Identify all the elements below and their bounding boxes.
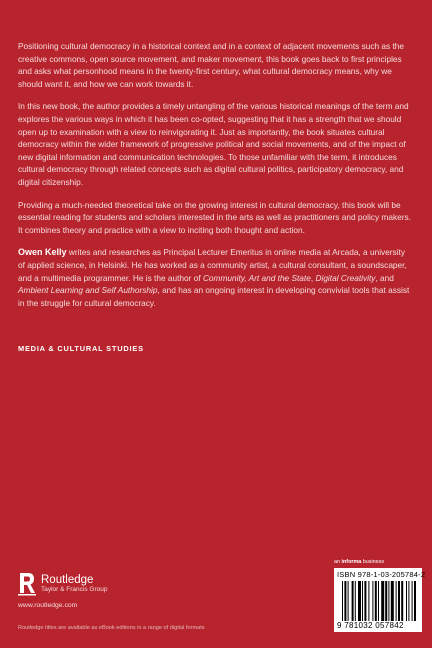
author-bio [18,246,414,309]
barcode-bar [408,581,409,621]
barcode-bar [381,581,384,621]
barcode-bar [355,581,356,621]
blurb-paragraph-1: Positioning cultural democracy in a historical context and in a context of adjacent movements such as the creative commons, open source movement, and maker movement, this book goes back to first principles and asks what personhood means in the twenty-first century, what cultural democracy means, why we should want it, and how we can work towards it. [18,41,405,89]
publisher-group: Taylor & Francis Group [41,586,108,593]
back-cover-blurb [18,40,414,319]
barcode-bar [372,581,373,621]
blurb-paragraph-2: In this new book, the author provides a timely untangling of the various historical meanings of the term and explores the various ways in which it has been co-opted, suggesting that it has a strength that we should open up to examination with a view to reinvigorating it. Just as importantly, the book situates cultural democracy within the wider framework of progressive political and social movements, and of the impact of new digital information and communication technologies. To those unfamiliar with the term, it introduces cultural democracy through related concepts such as digital cultural politics, participatory democracy, and digital citizenship. [18,101,409,187]
isbn-number: ISBN 978-1-03-205784-2 [337,570,426,579]
informa-suffix: business [361,559,385,565]
barcode-bar [342,581,343,621]
barcode-bar [348,581,349,621]
barcode-bar [412,581,413,621]
barcode-bar [352,581,354,621]
isbn-barcode [334,568,426,632]
barcode-bar [401,581,403,621]
barcode-bar [362,581,363,621]
author-bio-text-2: , and has an ongoing interest in developing convivial tools that assist in the struggle for cultural democracy. [18,285,410,308]
barcode-bar [378,581,379,621]
barcode-bar [396,581,397,621]
book-title-2: Digital Creativity [315,272,376,283]
barcode-bar [414,581,416,621]
barcode-bar [398,581,400,621]
barcode-bars [342,581,416,621]
ebook-note: Routledge titles are available as eBook editions in a range of digital formats [18,625,205,631]
book-separator-1: , [310,272,316,283]
book-title-3: Ambient Learning and Self Authorship [18,285,158,296]
informa-prefix: an [334,559,342,565]
barcode-digits: 9 781032 057842 [337,621,404,630]
subject-category: MEDIA & CULTURAL STUDIES [18,344,144,353]
barcode-bar [344,581,346,621]
barcode-bar [368,581,369,621]
author-bio-text-1: writes and researches as Principal Lecturer Emeritus in online media at Arcada, a university of applied science, in Helsinki. He has worked as a community artist, a cultural consultant, a soundscaper, and a multimedia programmer. He is the author of [18,247,407,283]
barcode-bar [391,581,394,621]
barcode-bar [358,581,361,621]
barcode-bar [364,581,366,621]
barcode-bar [375,581,377,621]
informa-brand: informa [341,559,362,565]
barcode-bar [406,581,407,621]
informa-business-note [334,559,384,565]
book-title-1: Community, Art and the State [202,272,311,283]
blurb-paragraph-3: Providing a much-needed theoretical take on the growing interest in cultural democracy, this book will be essential reading for students and scholars interested in the arts as well as practitioners and policy makers. It combines theory and practice with a view to inciting both thought and action. [18,199,411,235]
barcode-bar [388,581,389,621]
author-name: Owen Kelly [18,247,67,258]
publisher-url: www.routledge.com [18,602,78,609]
publisher-logo [18,572,107,596]
barcode-bar [385,581,387,621]
publisher-name: Routledge [41,574,94,586]
book-separator-2: , and [375,272,394,283]
routledge-logo-icon [18,572,36,596]
